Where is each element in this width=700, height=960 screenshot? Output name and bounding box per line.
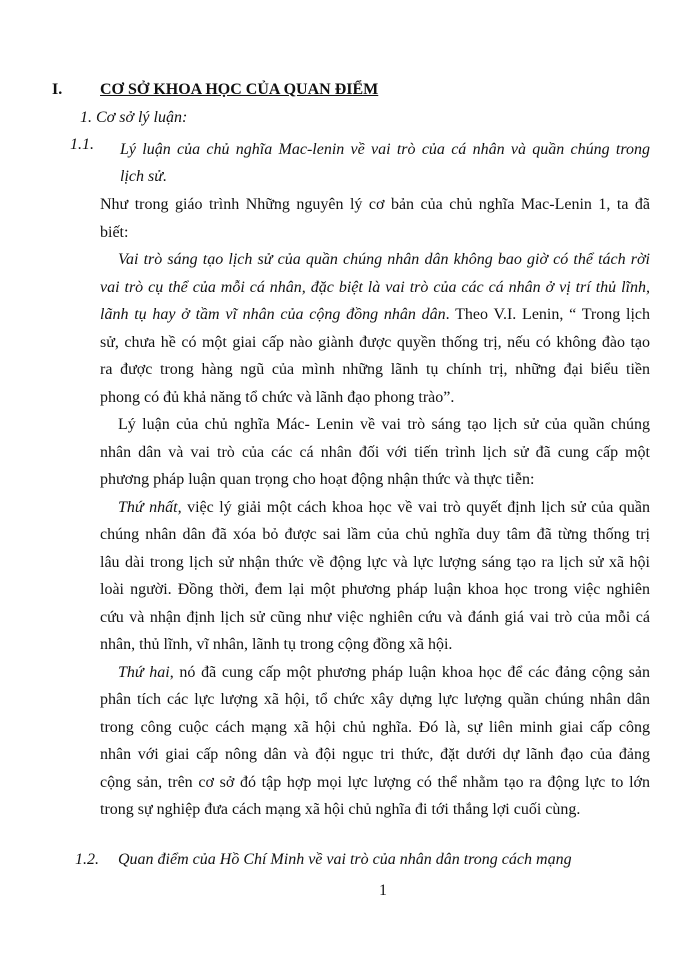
subsection-heading: 1. Cơ sở lý luận: xyxy=(80,109,188,126)
text: sử, chưa hề có một giai cấp nào giành được quyền thống trị, nếu có không đào tạo xyxy=(100,333,650,351)
text: trong sự nghiệp đưa cách mạng xã hội chủ nghĩa đi tới thắng lợi cuối cùng. xyxy=(100,801,581,818)
text: Lý luận của chủ nghĩa Mác- Lenin về vai trò sáng tạo lịch sử của quần chúng xyxy=(118,416,650,433)
text: . Theo V.I. Lenin, “ Trong lịch xyxy=(445,306,651,323)
text-line xyxy=(100,741,650,769)
subsection-1-2-title: Quan điểm của Hồ Chí Minh về vai trò của nhân dân trong cách mạng xyxy=(118,851,572,868)
paragraph xyxy=(100,191,650,246)
subsection-1-1-number: 1.1. xyxy=(70,136,94,153)
text-line xyxy=(100,329,650,357)
page-number: 1 xyxy=(379,882,387,899)
italic-text: Thứ nhất, xyxy=(118,498,182,516)
text: phân tích các lực lượng xã hội, tổ chức xây dựng lực lượng quần chúng nhân dân xyxy=(100,691,650,708)
text-line xyxy=(100,659,650,687)
text-line xyxy=(100,796,650,824)
text-line xyxy=(100,439,650,467)
text: nhân dân và vai trò của các cá nhân đối với tiến trình lịch sử đã cung cấp một xyxy=(100,443,650,461)
text-line xyxy=(100,631,650,659)
document-body xyxy=(100,191,650,824)
text: lâu dài trong lịch sử nhận thức về động lực và lực lượng sáng tạo ra lịch sử xã hội xyxy=(100,553,650,571)
subsection-1-1-title xyxy=(120,136,650,190)
text-line xyxy=(100,356,650,384)
text-line xyxy=(100,466,650,494)
text: chúng nhân dân đã xóa bỏ được sai lầm của chủ nghĩa duy tâm đã từng thống trị xyxy=(100,526,650,543)
text: biết: xyxy=(100,223,129,241)
heading-line: lịch sử. xyxy=(120,168,167,185)
text-line xyxy=(100,686,650,714)
italic-text: Vai trò sáng tạo lịch sử của quần chúng nhân dân không bao giờ có thể tách rời xyxy=(118,251,650,268)
text-line xyxy=(100,714,650,742)
text-line xyxy=(100,219,650,247)
text: cộng sản, trên cơ sở đó tập hợp mọi lực lượng có thể nhằm tạo ra động lực to lớn xyxy=(100,773,650,791)
paragraph xyxy=(100,494,650,659)
text-line xyxy=(100,274,650,302)
italic-text: vai trò cụ thể của mỗi cá nhân, đặc biệt là vai trò của các cá nhân ở vị trí thủ lĩnh, xyxy=(100,278,650,296)
text-line xyxy=(100,769,650,797)
text-line xyxy=(100,549,650,577)
text-line xyxy=(100,411,650,439)
text: phương pháp luận quan trọng cho hoạt động nhận thức và thực tiễn: xyxy=(100,471,535,488)
subsection-1-2-number: 1.2. xyxy=(75,851,99,868)
text-line xyxy=(100,384,650,412)
text-line xyxy=(100,576,650,604)
text: nhân với giai cấp nông dân và đội ngục tri thức, đặt dưới dự lãnh đạo của đảng xyxy=(100,746,650,763)
text: nhân, thủ lĩnh, vĩ nhân, lãnh tụ trong cộng đồng xã hội. xyxy=(100,636,453,653)
text: Như trong giáo trình Những nguyên lý cơ bản của chủ nghĩa Mac-Lenin 1, ta đã xyxy=(100,196,650,213)
paragraph xyxy=(100,659,650,824)
heading-line: Lý luận của chủ nghĩa Mac-lenin về vai trò của cá nhân và quần chúng trong xyxy=(120,141,650,158)
paragraph xyxy=(100,411,650,494)
italic-text: lãnh tụ hay ở tầm vĩ nhân của cộng đồng nhân dân xyxy=(100,306,446,323)
text-line xyxy=(100,494,650,522)
section-title: CƠ SỞ KHOA HỌC CỦA QUAN ĐIỂM xyxy=(100,81,379,98)
text: ra được trong hàng ngũ của mình những lãnh tụ chính trị, những đại biểu tiền xyxy=(100,361,650,378)
text-line xyxy=(100,604,650,632)
paragraph xyxy=(100,246,650,411)
text-line xyxy=(100,301,650,329)
italic-text: Thứ hai xyxy=(118,663,170,681)
text: phong có đủ khả năng tổ chức và lãnh đạo phong trào”. xyxy=(100,388,455,406)
section-number: I. xyxy=(52,81,63,98)
text-line xyxy=(100,246,650,274)
text: , nó đã cung cấp một phương pháp luận khoa học để các đảng cộng sản xyxy=(169,663,651,681)
text: loài người. Đồng thời, đem lại một phương pháp luận khoa học trong việc nghiên xyxy=(100,581,650,598)
text-line xyxy=(100,521,650,549)
text: cứu và nhận định lịch sử cũng như việc nghiên cứu và đánh giá vai trò của mỗi cá xyxy=(100,608,650,626)
text-line xyxy=(100,191,650,219)
text: trong công cuộc cách mạng xã hội chủ nghĩa. Đó là, sự liên minh giai cấp công xyxy=(100,718,650,736)
text: việc lý giải một cách khoa học về vai trò quyết định lịch sử của quần xyxy=(181,498,650,516)
